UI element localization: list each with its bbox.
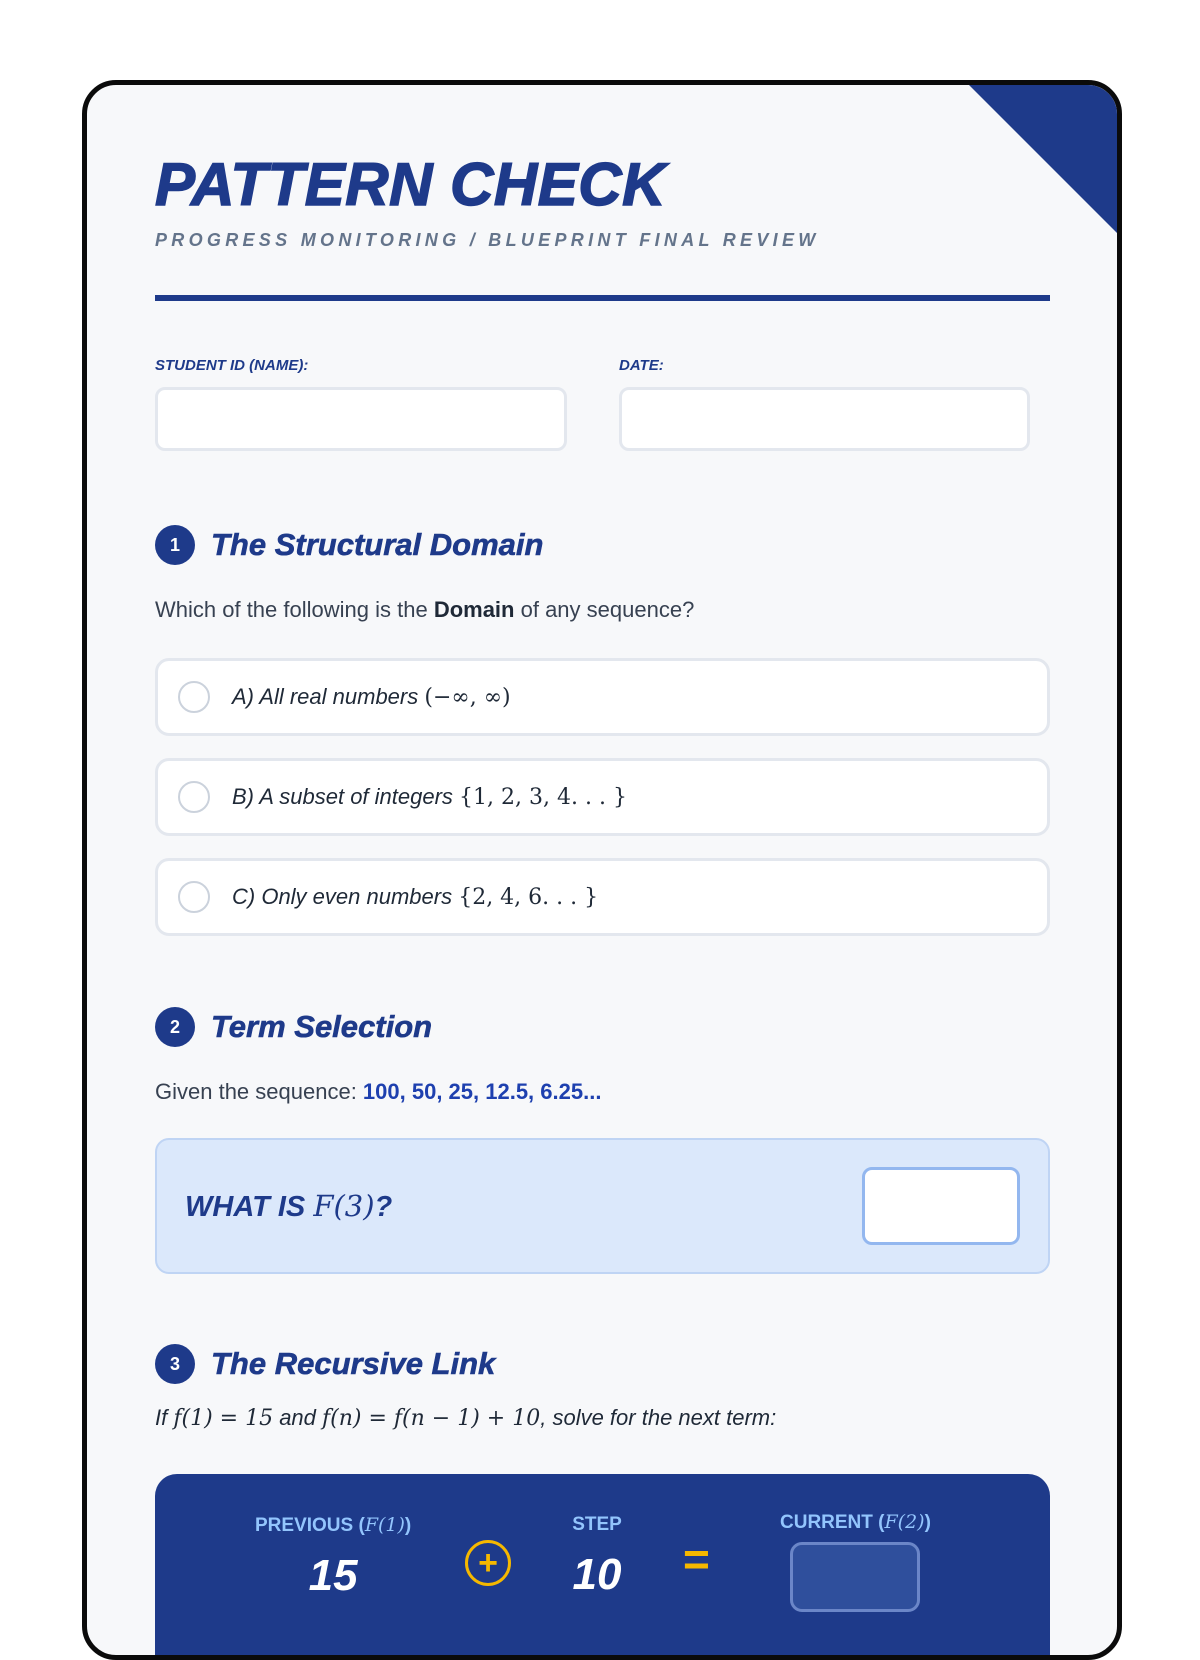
section-2-header	[155, 1005, 1050, 1049]
sequence-values: 100, 50, 25, 12.5, 6.25...	[362, 1079, 602, 1104]
option-a[interactable]	[155, 658, 1050, 736]
section-1-question	[155, 597, 1050, 623]
option-c[interactable]	[155, 858, 1050, 936]
current-label-close: )	[924, 1512, 931, 1533]
radio-c[interactable]	[178, 881, 210, 913]
radio-b[interactable]	[178, 781, 210, 813]
previous-label-math: F(1)	[364, 1514, 405, 1536]
section-3-header	[155, 1342, 1050, 1386]
date-input[interactable]	[619, 387, 1030, 451]
page-title: PATTERN CHECK	[155, 151, 666, 218]
step-value: 10	[572, 1550, 622, 1599]
term-prompt-end: ?	[374, 1190, 393, 1223]
current-label-text: CURRENT (	[780, 1512, 885, 1533]
option-b-text: B) A subset of integers	[232, 784, 460, 809]
term-question-box	[155, 1138, 1050, 1274]
student-id-input[interactable]	[155, 387, 567, 451]
option-b[interactable]	[155, 758, 1050, 836]
question-text: Which of the following is the	[155, 597, 434, 622]
date-label: DATE:	[619, 357, 664, 374]
page-subtitle: PROGRESS MONITORING / BLUEPRINT FINAL REVIEW	[155, 230, 820, 250]
current-label-math: F(2)	[884, 1511, 925, 1533]
section-3-number: 3	[155, 1344, 195, 1384]
current-label	[780, 1511, 931, 1534]
previous-label-text: PREVIOUS (	[255, 1515, 365, 1536]
section-2-number: 2	[155, 1007, 195, 1047]
step-column	[567, 1514, 627, 1600]
previous-label	[255, 1514, 411, 1537]
previous-label-close: )	[404, 1515, 412, 1536]
radio-a[interactable]	[178, 681, 210, 713]
option-b-math: {1, 2, 3, 4. . . }	[459, 785, 627, 810]
option-c-label	[232, 884, 598, 910]
section-3-title: The Recursive Link	[211, 1346, 496, 1381]
option-a-text: A) All real numbers	[232, 684, 425, 709]
section-1-number: 1	[155, 525, 195, 565]
term-prompt-text: WHAT IS	[185, 1190, 314, 1223]
rq-if: If	[155, 1405, 174, 1430]
title-divider	[155, 295, 1050, 301]
term-prompt	[185, 1189, 392, 1224]
equals-icon: =	[683, 1533, 710, 1585]
student-id-label: STUDENT ID (NAME):	[155, 357, 309, 374]
current-answer-input[interactable]	[790, 1542, 920, 1612]
plus-icon: +	[465, 1540, 511, 1586]
previous-column	[255, 1514, 411, 1601]
previous-value: 15	[308, 1551, 358, 1600]
recursive-question	[155, 1405, 1050, 1431]
option-a-math: (−∞, ∞)	[424, 685, 511, 710]
worksheet-card	[82, 80, 1122, 1660]
option-a-label	[232, 684, 511, 710]
term-answer-input[interactable]	[862, 1167, 1020, 1245]
section-1-header	[155, 523, 1050, 567]
question-text-end: of any sequence?	[514, 597, 695, 622]
rq-tail: , solve for the next term:	[540, 1405, 777, 1430]
step-label: STEP	[572, 1514, 622, 1535]
sequence-label: Given the sequence:	[155, 1079, 363, 1104]
current-column	[780, 1511, 931, 1612]
option-b-label	[232, 784, 627, 810]
option-c-text: C) Only even numbers	[232, 884, 459, 909]
rq-math-2: f(n) = f(n − 1) + 10	[322, 1406, 541, 1431]
rq-and: and	[273, 1405, 323, 1430]
sequence-line	[155, 1079, 1050, 1105]
recursive-calculator-panel	[155, 1474, 1050, 1660]
rq-math-1: f(1) = 15	[173, 1406, 274, 1431]
section-2-title: Term Selection	[211, 1009, 433, 1044]
option-c-math: {2, 4, 6. . . }	[458, 885, 599, 910]
term-prompt-math: F(3)	[313, 1188, 375, 1223]
section-1-title: The Structural Domain	[211, 527, 544, 562]
question-bold-term: Domain	[433, 597, 515, 622]
